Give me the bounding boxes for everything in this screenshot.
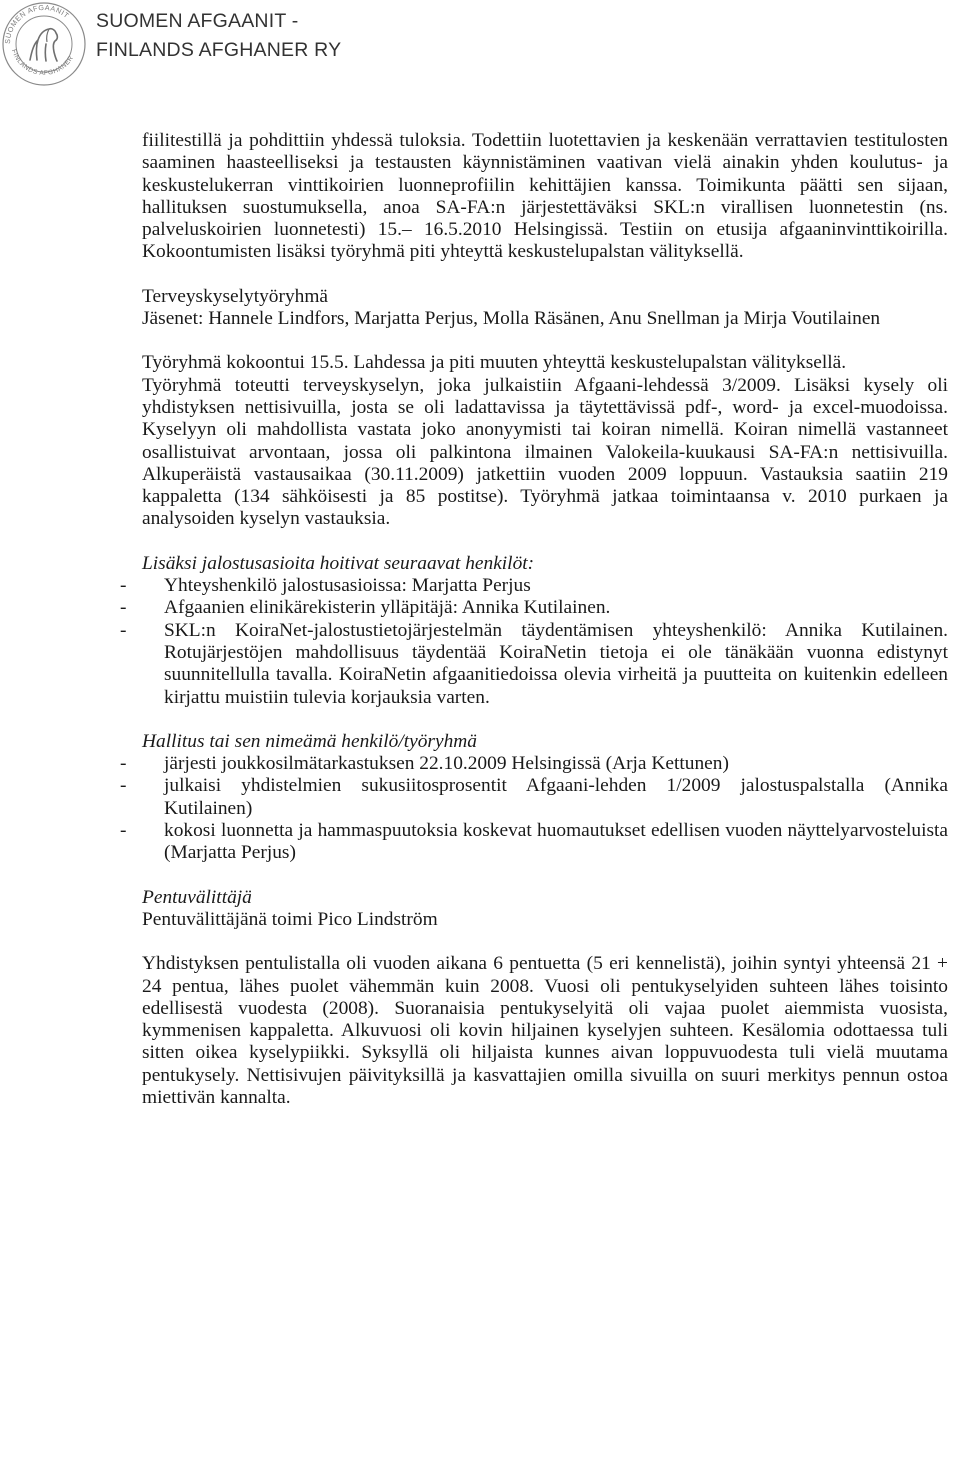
list-item xyxy=(0,575,948,597)
list-item-text: kokosi luonnetta ja hammaspuutoksia koskevat huomautukset edellisen vuoden näyttelyarvosteluista (Marjatta Perjus) xyxy=(164,820,948,864)
list-item-text: järjesti joukkosilmätarkastuksen 22.10.2009 Helsingissä (Arja Kettunen) xyxy=(164,753,729,775)
organization-name-line1: SUOMEN AFGAANIT - xyxy=(96,10,299,32)
breeding-persons-list xyxy=(0,575,948,709)
dash-bullet: - xyxy=(120,597,127,619)
club-logo xyxy=(0,0,88,88)
document-body xyxy=(120,130,948,1109)
list-item xyxy=(0,753,948,775)
health-survey-heading: Terveyskyselytyöryhmä xyxy=(142,285,329,307)
board-heading: Hallitus tai sen nimeämä henkilö/työryhmä xyxy=(142,730,477,752)
svg-text:SUOMEN AFGAANIT: SUOMEN AFGAANIT xyxy=(2,2,72,45)
list-item xyxy=(0,820,948,865)
list-item-text: Afgaanien elinikärekisterin ylläpitäjä: Annika Kutilainen. xyxy=(164,597,611,619)
breeding-persons-heading: Lisäksi jalostusasioita hoitivat seuraavat henkilöt: xyxy=(142,552,535,574)
list-item xyxy=(0,620,948,709)
puppy-agent-person: Pentuvälittäjänä toimi Pico Lindström xyxy=(142,908,438,930)
dash-bullet: - xyxy=(120,575,127,597)
organization-name xyxy=(96,7,341,65)
list-item xyxy=(0,597,948,619)
health-survey-members: Jäsenet: Hannele Lindfors, Marjatta Perjus, Molla Räsänen, Anu Snellman ja Mirja Voutilainen xyxy=(142,308,881,330)
dash-bullet: - xyxy=(120,775,127,797)
dash-bullet: - xyxy=(120,619,127,641)
health-survey-meeting: Työryhmä kokoontui 15.5. Lahdessa ja piti muuten yhteyttä keskustelupalstan välityksellä. xyxy=(142,352,847,374)
list-item-text: julkaisi yhdistelmien sukusiitosprosentit Afgaani-lehden 1/2009 jalostuspalstalla (Annika Kutilainen) xyxy=(164,775,948,819)
health-survey-description: Työryhmä toteutti terveyskyselyn, joka julkaistiin Afgaani-lehdessä 3/2009. Lisäksi kysely oli yhdistyksen nettisivuilla, josta se oli ladattavissa ja täytettävissä pdf-, word- ja excel-muodoissa. Kyselyyn oli mahdollista vastata joko anonyymisti tai koiran nimellä. Koiran nimellä vastanneet osallistuivat arvontaan, jossa oli palkintona ilmainen Valokeila-kuukausi SA-FA:n nettisivuilla. Alkuperäistä vastausaikaa (30.11.2009) jatkettiin vuoden 2009 loppuun. Vastauksia saatiin 219 kappaletta (134 sähköisesti ja 85 postitse). Työryhmä jatkaa toimintaansa v. 2010 purkaen ja analysoiden kyselyn vastauksia. xyxy=(142,374,948,530)
intro-paragraph: fiilitestillä ja pohdittiin yhdessä tuloksia. Todettiin luotettavien ja keskenään verrattavien testitulosten saaminen haasteelliseksi ja testausten käynnistäminen vaativan vielä ainakin yhden koulutus- ja keskustelukerran vinttikoirien luonneprofiilin kehittäjien kanssa. Toimikunta päätti sen sijaan, hallituksen suostumuksella, anoa SA-FA:n järjestettäväksi SKL:n virallisen luonnetestin (ns. palveluskoirien luonnetesti) 15.– 16.5.2010 Helsingissä. Testiin on etusija afgaaninvinttikoirilla. Kokoontumisten lisäksi työryhmä piti yhteyttä keskustelupalstan välityksellä. xyxy=(142,130,948,263)
list-item xyxy=(0,775,948,820)
puppy-agent-paragraph: Yhdistyksen pentulistalla oli vuoden aikana 6 pentuetta (5 eri kennelistä), joihin syntyi yhteensä 21 + 24 pentua, lähes puolet vähemmän kuin 2008. Vuosi oli pentukyselyiden suhteen lähes toisinto edellisestä vuodesta (2008). Suoranaisia pentukyselyitä oli vajaa puolet aiemmista vuosista, kymmenisen kappaletta. Alkuvuosi oli kovin hiljainen kyselyjen suhteen. Kesälomia odottaessa tuli sitten oikea kyselypiikki. Syksyllä oli hiljaista kunnes aivan loppuvuodesta tuli vielä muutama pentukysely. Nettisivujen päivityksillä ja kasvattajien omilla sivuilla on suuri merkitys pennun ostoa miettivän kannalta. xyxy=(142,953,948,1108)
list-item-text: SKL:n KoiraNet-jalostustietojärjestelmän täydentämisen yhteyshenkilö: Annika Kutilainen. Rotujärjestöjen mahdollisuus täydentää KoiraNetin tietoja ei ole tänäkään vuonna edistynyt suunnitellulla tavalla. KoiraNetin afgaanitiedoissa olevia virheitä ja puutteita on kuitenkin edelleen kirjattu muistiin tulevia korjauksia varten. xyxy=(164,619,948,708)
board-tasks-list xyxy=(0,753,948,864)
puppy-agent-heading: Pentuvälittäjä xyxy=(142,886,252,908)
svg-text:FINLANDS AFGHANER: FINLANDS AFGHANER xyxy=(10,48,76,78)
organization-name-line2: FINLANDS AFGHANER RY xyxy=(96,39,342,61)
dash-bullet: - xyxy=(120,820,127,842)
list-item-text: Yhteyshenkilö jalostusasioissa: Marjatta Perjus xyxy=(164,575,531,597)
dash-bullet: - xyxy=(120,753,127,775)
club-seal-icon xyxy=(0,0,88,88)
